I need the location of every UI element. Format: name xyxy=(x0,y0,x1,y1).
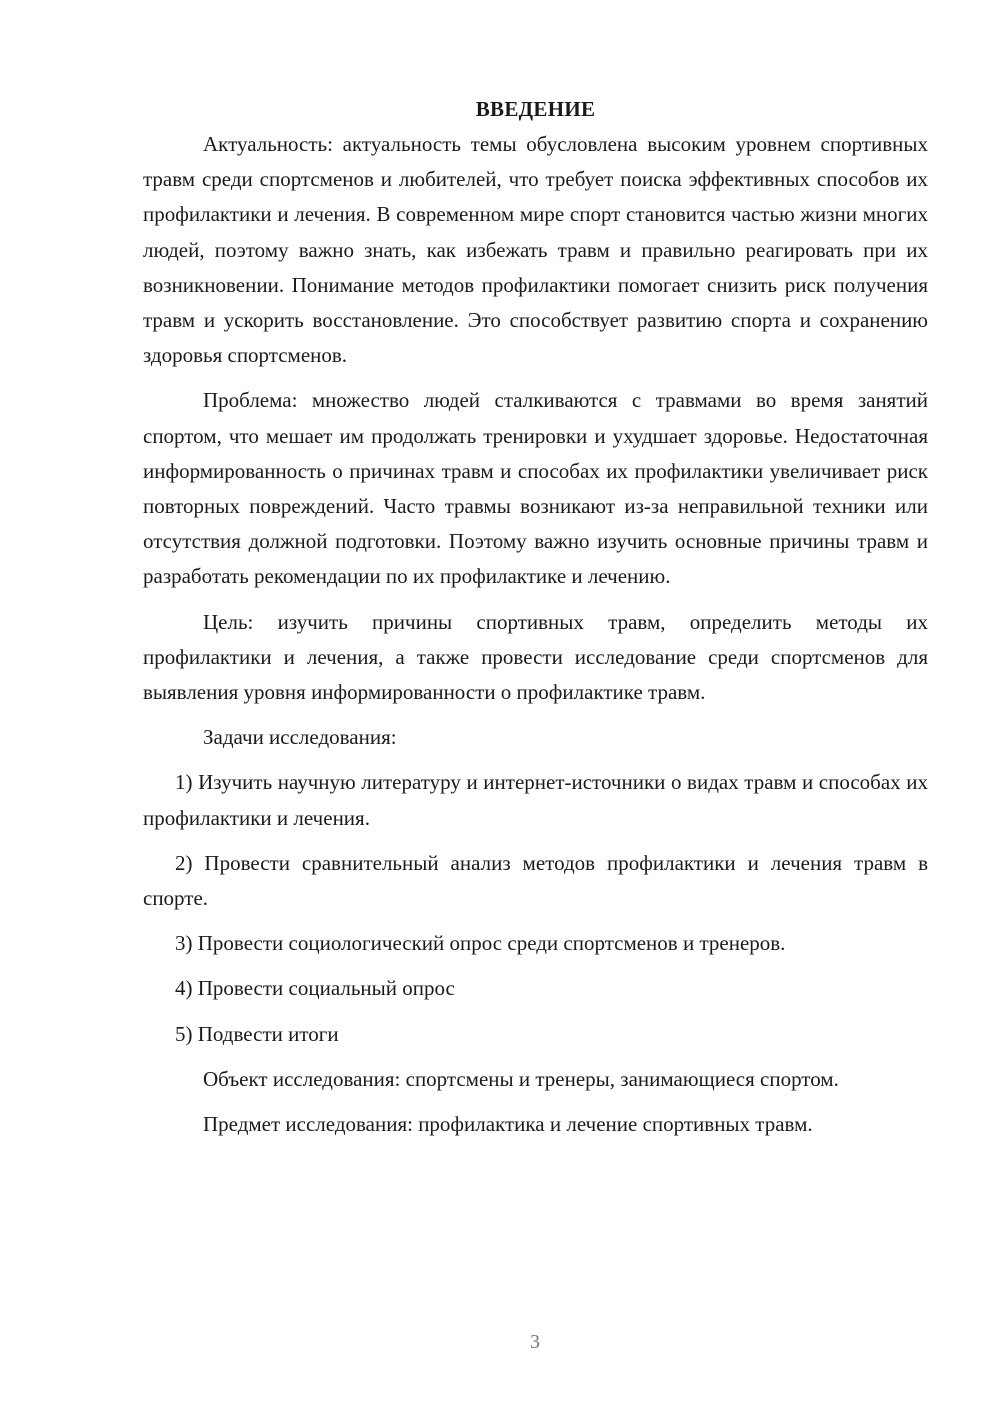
document-page xyxy=(143,92,928,1152)
paragraph-relevance: Актуальность: актуальность темы обусловлена высоким уровнем спортивных травм среди спортсменов и любителей, что требует поиска эффективных способов их профилактики и лечения. В современном мире спорт становится частью жизни многих людей, поэтому важно знать, как избежать травм и правильно реагировать при их возникновении. Понимание методов профилактики помогает снизить риск получения травм и ускорить восстановление. Это способствует развитию спорта и сохранению здоровья спортсменов. xyxy=(143,132,928,368)
task-item-3: 3) Провести социологический опрос среди спортсменов и тренеров. xyxy=(175,931,786,956)
task-item-5: 5) Подвести итоги xyxy=(175,1021,339,1046)
task-item-1: 1) Изучить научную литературу и интернет-источники о видах травм и способах их профилактики и лечения. xyxy=(143,770,928,830)
tasks-heading: Задачи исследования: xyxy=(203,725,397,750)
page-number: 3 xyxy=(530,1331,540,1353)
section-title: ВВЕДЕНИЕ xyxy=(475,97,596,121)
task-item-2: 2) Провести сравнительный анализ методов профилактики и лечения травм в спорте. xyxy=(143,850,928,911)
paragraph-goal: Цель: изучить причины спортивных травм, определить методы их профилактики и лечения, а также провести исследование среди спортсменов для выявления уровня информированности о профилактике травм. xyxy=(143,609,928,705)
paragraph-object: Объект исследования: спортсмены и тренеры, занимающиеся спортом. xyxy=(203,1066,839,1091)
paragraph-subject: Предмет исследования: профилактика и лечение спортивных травм. xyxy=(203,1112,813,1137)
task-item-4: 4) Провести социальный опрос xyxy=(175,976,455,1001)
paragraph-problem: Проблема: множество людей сталкиваются с травмами во время занятий спортом, что мешает им продолжать тренировки и ухудшает здоровье. Недостаточная информированность о причинах травм и способах их профилактики увеличивает риск повторных повреждений. Часто травмы возникают из-за неправильной техники или отсутствия должной подготовки. Поэтому важно изучить основные причины травм и разработать рекомендации по их профилактике и лечению. xyxy=(143,388,928,589)
